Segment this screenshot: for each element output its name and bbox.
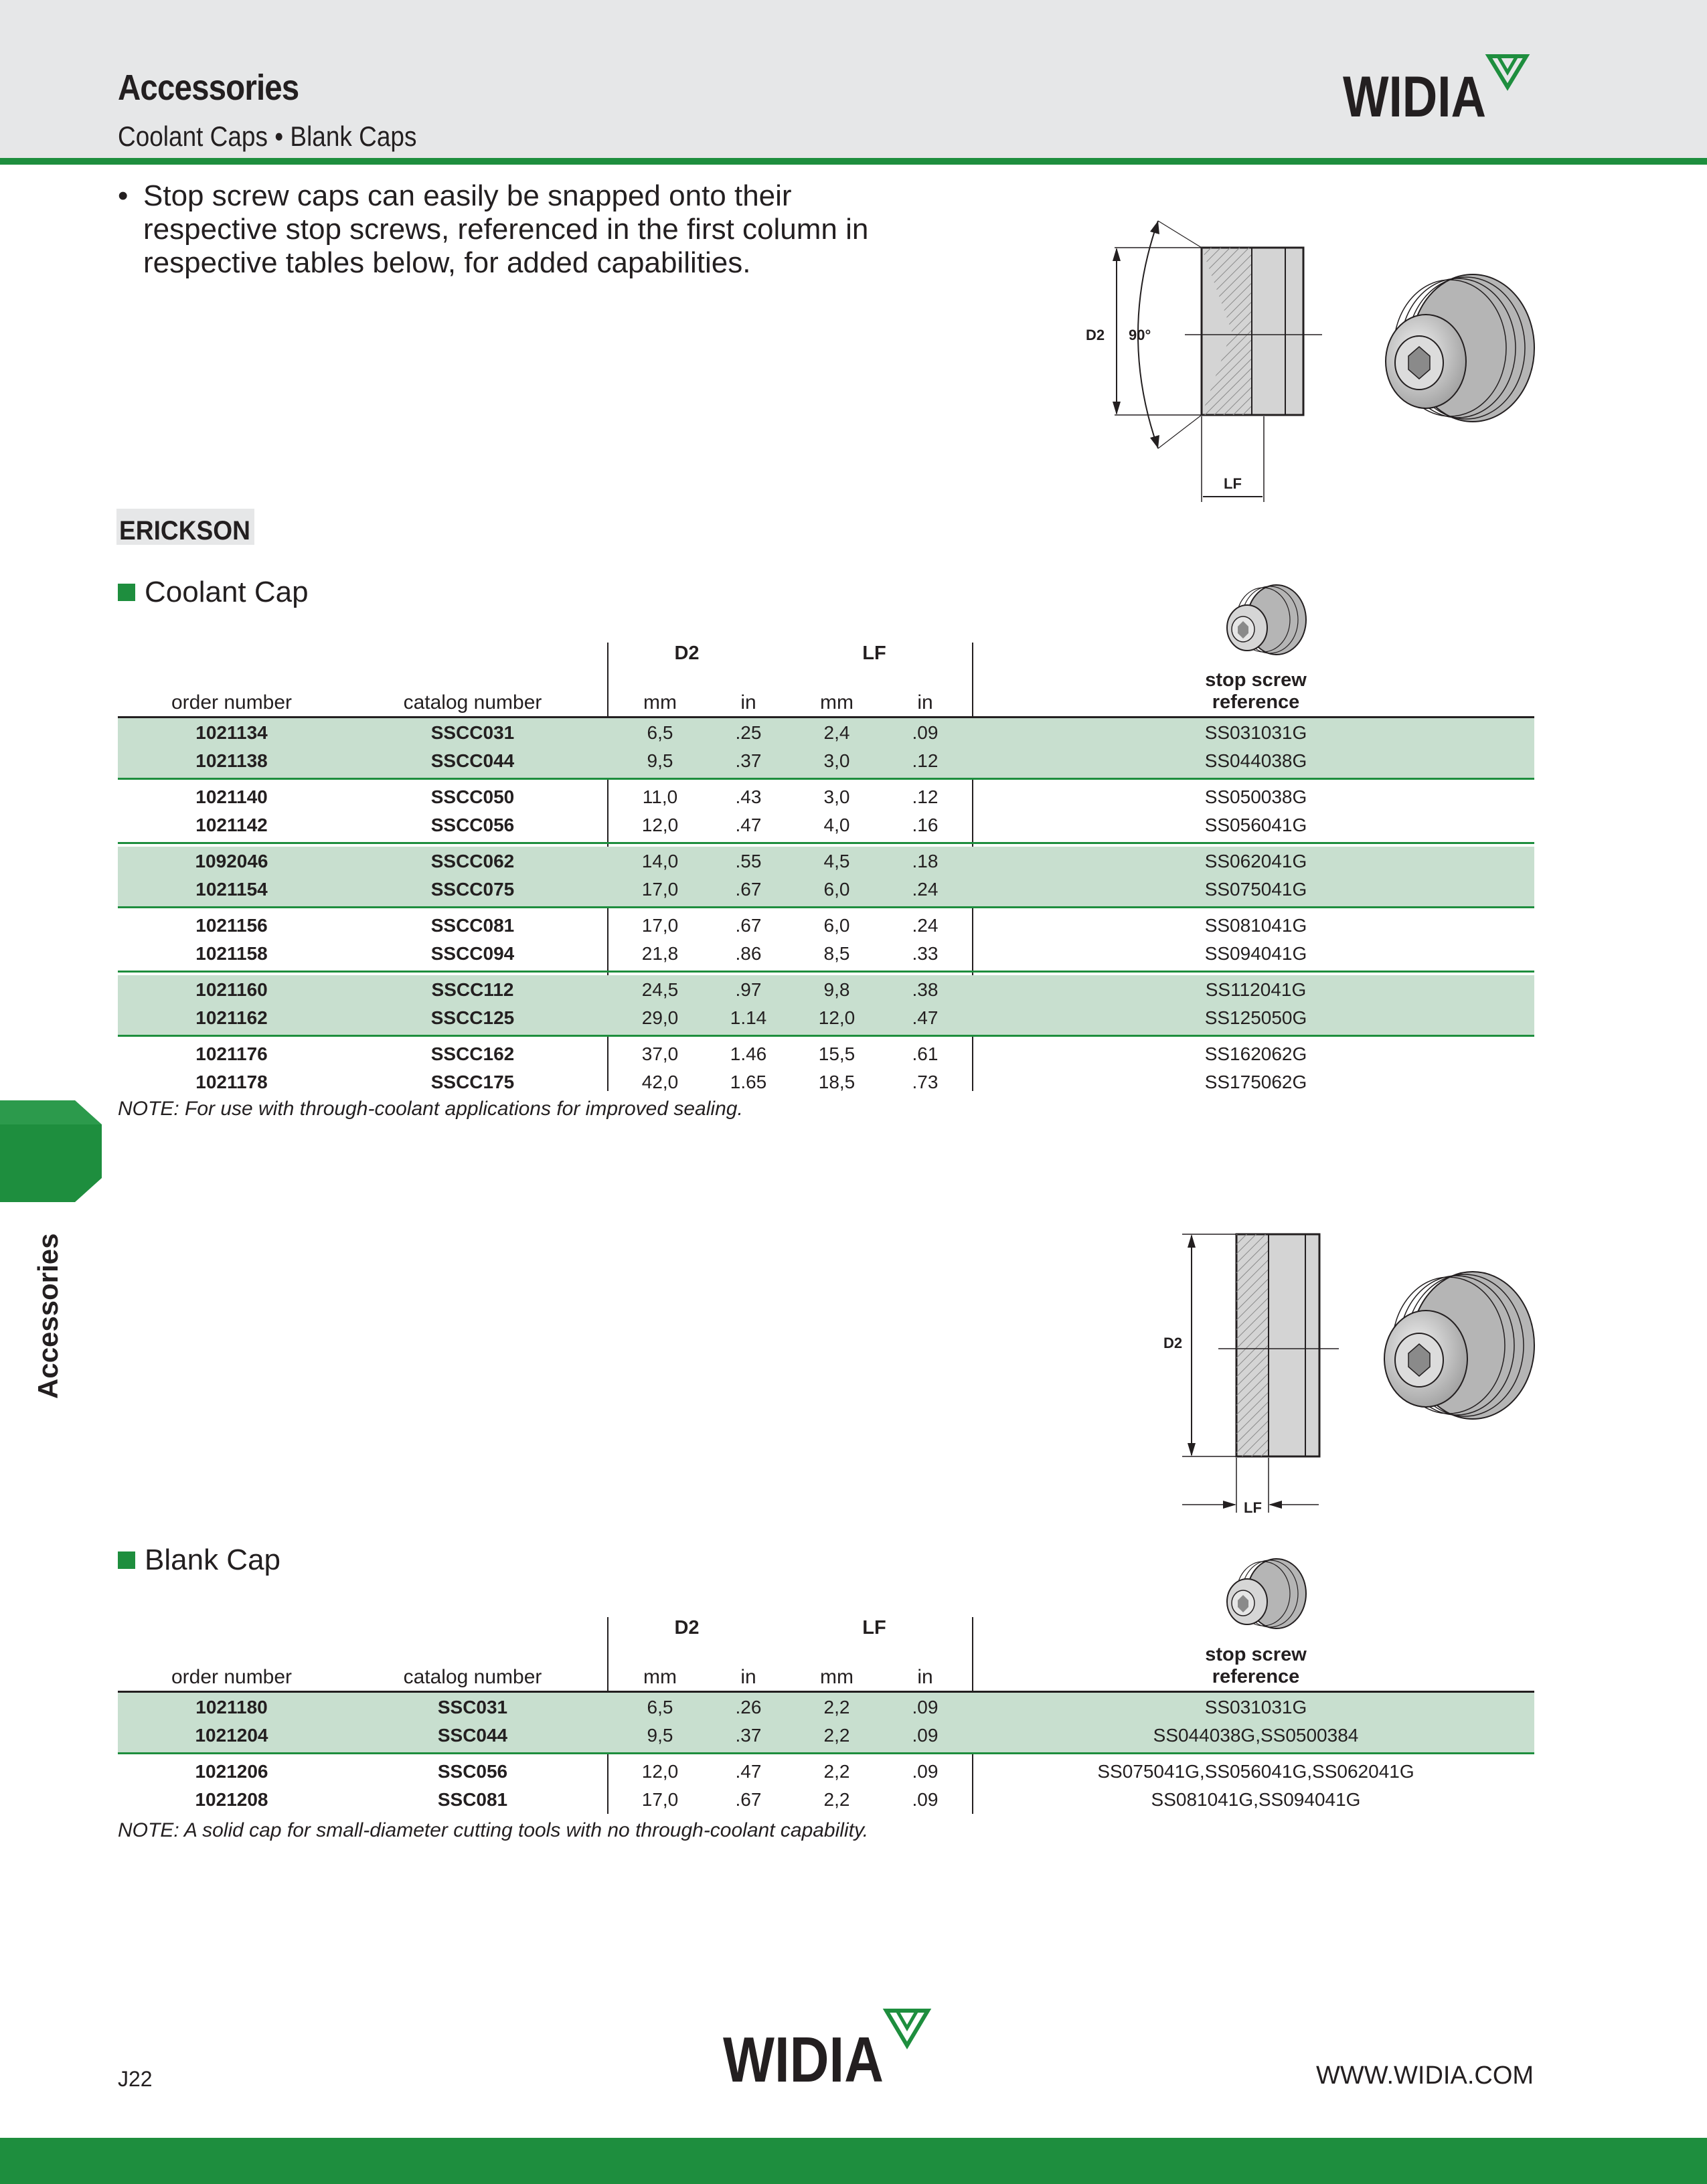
col-group-d2: D2 xyxy=(674,1617,700,1639)
coolant-cap-heading-text: Coolant Cap xyxy=(145,576,309,608)
col-catalog-number: catalog number xyxy=(403,1666,542,1688)
cell-d2-in: .47 xyxy=(735,815,762,835)
cell-d2-mm: 21,8 xyxy=(641,943,679,964)
cell-lf-in: .24 xyxy=(912,879,939,900)
col-stop-screw: stop screw xyxy=(1205,1644,1307,1665)
cell-lf-mm: 6,0 xyxy=(823,879,850,900)
table-row xyxy=(118,1789,1534,1817)
cell-order-number: 1021154 xyxy=(195,879,268,900)
erickson-logo-text: ERICKSON xyxy=(119,516,250,545)
cell-d2-mm: 11,0 xyxy=(642,786,678,807)
col-lf-mm: mm xyxy=(820,1666,854,1688)
cell-lf-mm: 4,5 xyxy=(823,851,850,871)
table-row xyxy=(118,1007,1534,1035)
cell-lf-in: .09 xyxy=(912,1725,939,1746)
widia-logo xyxy=(1343,52,1537,126)
col-order-number: order number xyxy=(171,1666,293,1688)
col-lf-in: in xyxy=(917,1666,933,1688)
cell-lf-in: .24 xyxy=(912,915,939,936)
cell-d2-in: 1.65 xyxy=(730,1072,767,1092)
cell-stop-screw-reference: SS075041G xyxy=(1204,879,1307,900)
table-row xyxy=(118,750,1534,778)
intro-text: Stop screw caps can easily be snapped onto their respective stop screws, referenced in the first column in respective tables below, for added capabilities. xyxy=(143,179,869,279)
col-order-number: order number xyxy=(171,691,293,713)
cell-catalog-number: SSCC031 xyxy=(430,722,515,743)
cell-d2-mm: 12,0 xyxy=(641,815,679,835)
coolant-cap-3d-icon xyxy=(1386,274,1534,422)
table-row xyxy=(118,815,1534,843)
cell-lf-in: .09 xyxy=(912,1789,939,1810)
section-marker-icon xyxy=(118,584,135,601)
cell-catalog-number: SSCC081 xyxy=(430,915,515,936)
table-row xyxy=(118,1761,1534,1789)
group-rule xyxy=(118,1035,1534,1037)
blank-lf-label: LF xyxy=(1244,1499,1262,1516)
cell-d2-mm: 12,0 xyxy=(641,1761,679,1782)
cell-catalog-number: SSC044 xyxy=(437,1725,508,1746)
cell-order-number: 1092046 xyxy=(195,851,268,871)
blank-cap-drawing xyxy=(1151,1225,1540,1519)
coolant-lf-label: LF xyxy=(1224,475,1242,492)
cell-lf-in: .09 xyxy=(912,722,939,743)
col-lf-in: in xyxy=(917,691,933,713)
group-rule xyxy=(118,778,1534,780)
cell-lf-in: .38 xyxy=(912,979,939,1000)
group-rule xyxy=(118,971,1534,973)
coolant-d2-label: D2 xyxy=(1086,327,1105,343)
cell-stop-screw-reference: SS175062G xyxy=(1204,1072,1307,1092)
cell-catalog-number: SSCC162 xyxy=(430,1043,515,1064)
page-title: Accessories xyxy=(118,68,299,108)
table-row xyxy=(118,915,1534,943)
table-row xyxy=(118,851,1534,879)
widia-logo-mark-icon xyxy=(1489,56,1526,87)
cell-catalog-number: SSCC125 xyxy=(430,1007,515,1028)
col-d2-mm: mm xyxy=(643,1666,677,1688)
col-group-lf: LF xyxy=(862,1617,886,1639)
cell-d2-in: 1.14 xyxy=(730,1007,767,1028)
side-tab-label: Accessories xyxy=(32,1233,64,1399)
cell-catalog-number: SSCC175 xyxy=(430,1072,515,1092)
cell-d2-mm: 9,5 xyxy=(647,750,673,771)
cell-catalog-number: SSCC094 xyxy=(430,943,515,964)
cell-order-number: 1021208 xyxy=(195,1789,268,1810)
header-rule xyxy=(0,158,1707,165)
cell-lf-mm: 2,2 xyxy=(823,1761,850,1782)
cell-order-number: 1021180 xyxy=(195,1697,268,1717)
page-subtitle: Coolant Caps • Blank Caps xyxy=(118,120,417,152)
coolant-angle-label: 90° xyxy=(1129,327,1151,343)
cell-d2-in: .43 xyxy=(735,786,762,807)
cell-catalog-number: SSC056 xyxy=(437,1761,508,1782)
cell-lf-mm: 2,2 xyxy=(823,1725,850,1746)
blank-stop-screw-icon xyxy=(1215,1556,1309,1636)
cell-catalog-number: SSCC062 xyxy=(430,851,515,871)
intro-paragraph xyxy=(118,179,888,280)
coolant-cap-note: NOTE: For use with through-coolant applications for improved sealing. xyxy=(118,1098,743,1120)
col-d2-in: in xyxy=(740,691,756,713)
cell-d2-in: .25 xyxy=(735,722,762,743)
cell-d2-mm: 6,5 xyxy=(647,1697,673,1717)
cell-lf-mm: 4,0 xyxy=(823,815,850,835)
cell-order-number: 1021160 xyxy=(195,979,268,1000)
col-d2-mm: mm xyxy=(643,691,677,713)
cell-lf-in: .16 xyxy=(912,815,939,835)
cell-stop-screw-reference: SS162062G xyxy=(1204,1043,1307,1064)
cell-d2-in: .26 xyxy=(735,1697,762,1717)
cell-lf-mm: 2,2 xyxy=(823,1789,850,1810)
cell-lf-in: .09 xyxy=(912,1697,939,1717)
footer-band xyxy=(0,2138,1707,2184)
cell-stop-screw-reference: SS075041G,SS056041G,SS062041G xyxy=(1097,1761,1414,1782)
cell-d2-in: .67 xyxy=(735,1789,762,1810)
cell-catalog-number: SSCC112 xyxy=(431,979,514,1000)
table-row xyxy=(118,722,1534,750)
cell-order-number: 1021134 xyxy=(195,722,268,743)
cell-catalog-number: SSC081 xyxy=(437,1789,508,1810)
col-d2-in: in xyxy=(740,1666,756,1688)
website-link[interactable]: WWW.WIDIA.COM xyxy=(1316,2062,1534,2090)
cell-stop-screw-reference: SS081041G xyxy=(1204,915,1307,936)
cell-lf-mm: 12,0 xyxy=(818,1007,856,1028)
cell-order-number: 1021158 xyxy=(195,943,268,964)
cell-d2-in: .86 xyxy=(735,943,762,964)
cell-lf-in: .09 xyxy=(912,1761,939,1782)
cell-order-number: 1021140 xyxy=(195,786,268,807)
group-rule xyxy=(118,842,1534,844)
blank-cap-note: NOTE: A solid cap for small-diameter cutting tools with no through-coolant capability. xyxy=(118,1819,869,1841)
cell-stop-screw-reference: SS094041G xyxy=(1204,943,1307,964)
cell-lf-mm: 18,5 xyxy=(818,1072,856,1092)
cell-lf-in: .47 xyxy=(912,1007,939,1028)
cell-stop-screw-reference: SS044038G,SS0500384 xyxy=(1153,1725,1359,1746)
col-catalog-number: catalog number xyxy=(403,691,542,713)
cell-catalog-number: SSCC075 xyxy=(430,879,515,900)
cell-d2-mm: 17,0 xyxy=(641,879,679,900)
table-row xyxy=(118,979,1534,1007)
page-number: J22 xyxy=(118,2067,153,2091)
cell-d2-in: .55 xyxy=(735,851,762,871)
cell-stop-screw-reference: SS056041G xyxy=(1204,815,1307,835)
cell-d2-in: 1.46 xyxy=(730,1043,767,1064)
cell-lf-in: .12 xyxy=(912,786,939,807)
cell-stop-screw-reference: SS031031G xyxy=(1204,1697,1307,1717)
cell-d2-mm: 17,0 xyxy=(641,915,679,936)
widia-footer-logo-text: WIDIA xyxy=(723,2024,884,2088)
cell-d2-mm: 24,5 xyxy=(641,979,679,1000)
cell-lf-mm: 2,2 xyxy=(823,1697,850,1717)
cell-order-number: 1021138 xyxy=(195,750,268,771)
cell-order-number: 1021142 xyxy=(195,815,268,835)
cell-d2-in: .37 xyxy=(735,1725,762,1746)
cell-d2-in: .67 xyxy=(735,879,762,900)
cell-lf-in: .18 xyxy=(912,851,939,871)
table-row xyxy=(118,786,1534,815)
cell-d2-mm: 14,0 xyxy=(641,851,679,871)
cell-lf-mm: 3,0 xyxy=(823,786,850,807)
group-rule xyxy=(118,1752,1534,1754)
col-reference: reference xyxy=(1212,1666,1300,1687)
cell-order-number: 1021178 xyxy=(195,1072,268,1092)
cell-stop-screw-reference: SS044038G xyxy=(1204,750,1307,771)
cell-catalog-number: SSCC056 xyxy=(430,815,515,835)
cell-d2-mm: 17,0 xyxy=(641,1789,679,1810)
cell-order-number: 1021162 xyxy=(195,1007,268,1028)
cell-d2-in: .97 xyxy=(735,979,762,1000)
cell-d2-in: .47 xyxy=(735,1761,762,1782)
cell-lf-in: .73 xyxy=(912,1072,939,1092)
blank-cap-heading xyxy=(118,1543,280,1577)
cell-stop-screw-reference: SS125050G xyxy=(1204,1007,1307,1028)
table-row xyxy=(118,1043,1534,1072)
group-rule xyxy=(118,906,1534,908)
cell-d2-in: .67 xyxy=(735,915,762,936)
cell-lf-mm: 8,5 xyxy=(823,943,850,964)
cell-stop-screw-reference: SS112041G xyxy=(1205,979,1307,1000)
cell-d2-mm: 9,5 xyxy=(647,1725,673,1746)
table-row xyxy=(118,879,1534,907)
blank-d2-label: D2 xyxy=(1163,1335,1183,1351)
cell-stop-screw-reference: SS062041G xyxy=(1204,851,1307,871)
widia-logo-text: WIDIA xyxy=(1343,65,1486,126)
cell-catalog-number: SSC031 xyxy=(437,1697,508,1717)
intro-bullet: • xyxy=(118,179,129,212)
cell-lf-in: .61 xyxy=(912,1043,939,1064)
col-group-lf: LF xyxy=(862,643,886,664)
blank-cap-3d-icon xyxy=(1384,1272,1534,1419)
cell-d2-in: .37 xyxy=(735,750,762,771)
cell-lf-mm: 9,8 xyxy=(823,979,850,1000)
section-marker-icon xyxy=(118,1551,135,1569)
coolant-cap-drawing xyxy=(1071,207,1540,515)
cell-stop-screw-reference: SS050038G xyxy=(1204,786,1307,807)
cell-lf-mm: 3,0 xyxy=(823,750,850,771)
cell-lf-mm: 15,5 xyxy=(818,1043,856,1064)
col-lf-mm: mm xyxy=(820,691,854,713)
cell-d2-mm: 42,0 xyxy=(641,1072,679,1092)
cell-stop-screw-reference: SS081041G,SS094041G xyxy=(1151,1789,1361,1810)
cell-order-number: 1021204 xyxy=(195,1725,268,1746)
table-row xyxy=(118,943,1534,971)
cell-catalog-number: SSCC044 xyxy=(430,750,515,771)
cell-d2-mm: 29,0 xyxy=(641,1007,679,1028)
cell-order-number: 1021176 xyxy=(195,1043,268,1064)
cell-order-number: 1021156 xyxy=(195,915,268,936)
col-stop-screw: stop screw xyxy=(1205,669,1307,691)
table-row xyxy=(118,1072,1534,1100)
cell-d2-mm: 37,0 xyxy=(641,1043,679,1064)
cell-catalog-number: SSCC050 xyxy=(430,786,515,807)
widia-footer-mark-icon xyxy=(886,2011,928,2045)
cell-lf-in: .33 xyxy=(912,943,939,964)
widia-footer-logo xyxy=(723,2008,937,2088)
coolant-cap-heading xyxy=(118,576,309,609)
blank-cap-heading-text: Blank Cap xyxy=(145,1543,281,1576)
cell-stop-screw-reference: SS031031G xyxy=(1204,722,1307,743)
cell-order-number: 1021206 xyxy=(195,1761,268,1782)
cell-d2-mm: 6,5 xyxy=(647,722,673,743)
table-row xyxy=(118,1697,1534,1725)
table-row xyxy=(118,1725,1534,1753)
col-reference: reference xyxy=(1212,691,1300,713)
cell-lf-mm: 2,4 xyxy=(823,722,850,743)
coolant-stop-screw-icon xyxy=(1215,582,1309,663)
col-group-d2: D2 xyxy=(674,643,700,664)
cell-lf-in: .12 xyxy=(912,750,939,771)
erickson-logo xyxy=(116,509,257,548)
side-tab-marker xyxy=(0,1100,102,1202)
cell-lf-mm: 6,0 xyxy=(823,915,850,936)
